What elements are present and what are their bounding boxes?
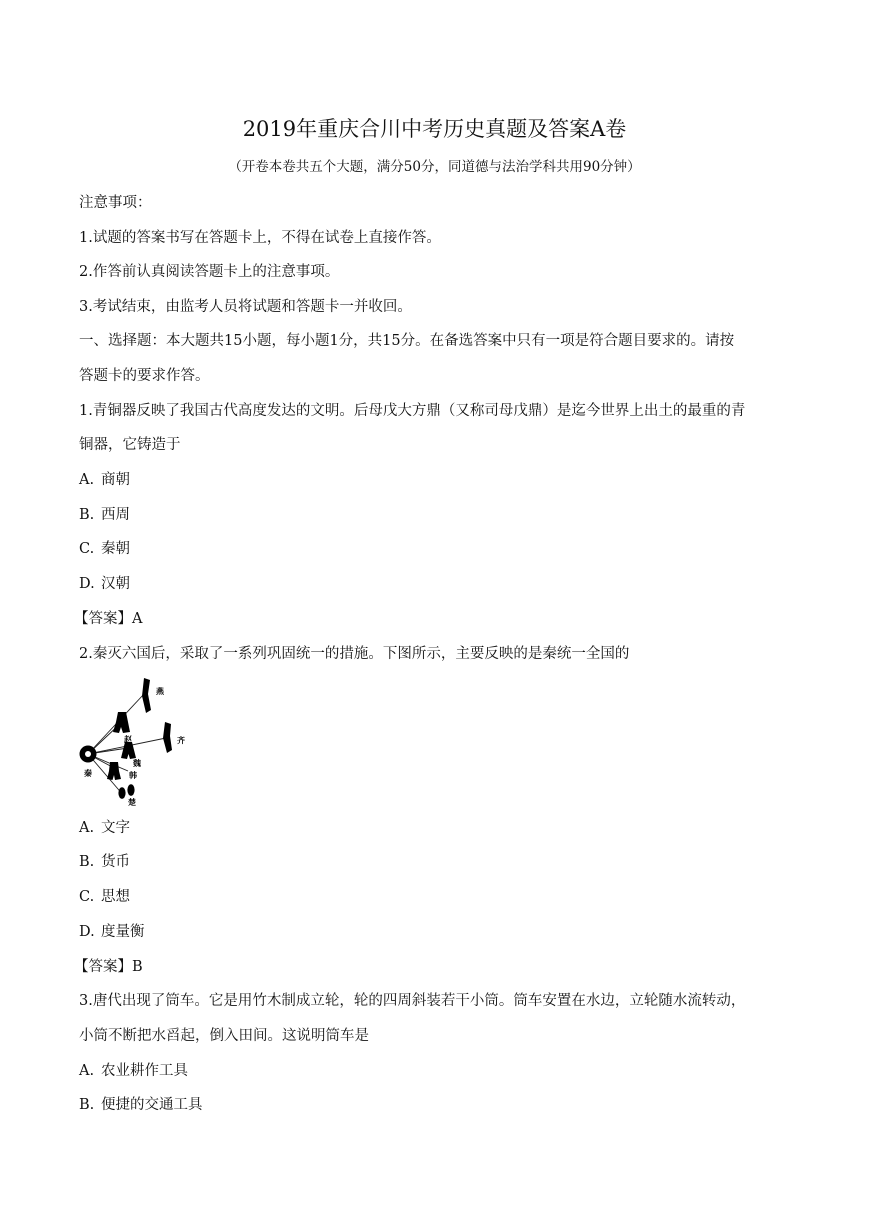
option-text: 秦朝 xyxy=(101,541,130,557)
option-letter: B. xyxy=(79,1097,95,1113)
yan-knife-coin xyxy=(142,678,151,713)
question-3-option-a xyxy=(79,1061,188,1081)
coin-hole xyxy=(85,751,91,757)
question-1-answer: 【答案】A xyxy=(74,611,143,627)
question-1-option-b xyxy=(79,505,130,525)
question-2-option-c xyxy=(79,887,130,907)
question-2-option-b xyxy=(79,852,130,872)
option-text: 便捷的交通工具 xyxy=(101,1097,203,1113)
option-letter: A. xyxy=(79,820,95,836)
question-1-option-a xyxy=(79,470,130,490)
section-heading-cont: 答题卡的要求作答。 xyxy=(79,368,210,384)
option-letter: B. xyxy=(79,507,95,523)
chu-ant-nose-coin xyxy=(118,787,125,799)
question-3-stem-cont: 小筒不断把水舀起，倒入田间。这说明筒车是 xyxy=(79,1028,369,1044)
option-letter: A. xyxy=(79,1063,95,1079)
option-letter: D. xyxy=(79,576,95,592)
option-text: 汉朝 xyxy=(101,576,130,592)
page-subtitle: （开卷本卷共五个大题，满分50分，同道德与法治学科共用90分钟） xyxy=(228,159,641,175)
coin-diagram xyxy=(74,672,194,812)
qi-knife-coin xyxy=(163,722,172,753)
notice-heading: 注意事项： xyxy=(79,195,152,211)
han-spade-coin xyxy=(107,762,121,780)
option-text: 文字 xyxy=(101,820,130,836)
label-chu: 楚 xyxy=(128,798,136,807)
question-2-answer: 【答案】B xyxy=(74,959,143,975)
question-1-option-c xyxy=(79,539,130,559)
label-wei: 魏 xyxy=(133,759,141,768)
option-text: 度量衡 xyxy=(101,924,145,940)
label-zhao: 赵 xyxy=(124,735,132,744)
option-text: 货币 xyxy=(101,854,130,870)
label-yan: 燕 xyxy=(156,687,164,696)
section-heading: 一、选择题：本大题共15小题，每小题1分，共15分。在备选答案中只有一项是符合题目要求的。请按 xyxy=(79,333,735,349)
question-3-option-b xyxy=(79,1095,203,1115)
option-text: 农业耕作工具 xyxy=(101,1063,188,1079)
question-1-stem-cont: 铜器，它铸造于 xyxy=(79,437,181,453)
option-text: 商朝 xyxy=(101,472,130,488)
page-title: 2019年重庆合川中考历史真题及答案A卷 xyxy=(242,117,627,141)
option-letter: D. xyxy=(79,924,95,940)
question-2-stem: 2.秦灭六国后，采取了一系列巩固统一的措施。下图所示，主要反映的是秦统一全国的 xyxy=(79,646,630,662)
option-text: 西周 xyxy=(101,507,130,523)
option-text: 思想 xyxy=(101,889,130,905)
zhao-spade-coin xyxy=(113,712,130,733)
question-3-stem: 3.唐代出现了筒车。它是用竹木制成立轮，轮的四周斜装若干小筒。筒车安置在水边，立轮随水流转动， xyxy=(79,993,746,1009)
question-2-option-a xyxy=(79,818,130,838)
option-letter: C. xyxy=(79,541,95,557)
question-1-option-d xyxy=(79,574,130,594)
chu-ant-nose-coin xyxy=(127,784,134,796)
option-letter: B. xyxy=(79,854,95,870)
coinage-unification-figure xyxy=(74,672,194,812)
label-qin: 秦 xyxy=(84,769,92,778)
notice-item: 3.考试结束，由监考人员将试题和答题卡一并收回。 xyxy=(79,299,412,315)
option-letter: C. xyxy=(79,889,95,905)
notice-item: 1.试题的答案书写在答题卡上，不得在试卷上直接作答。 xyxy=(79,230,441,246)
option-letter: A. xyxy=(79,472,95,488)
notice-item: 2.作答前认真阅读答题卡上的注意事项。 xyxy=(79,264,340,280)
label-qi: 齐 xyxy=(177,736,185,745)
question-2-option-d xyxy=(79,922,145,942)
label-han: 韩 xyxy=(129,771,137,780)
question-1-stem: 1.青铜器反映了我国古代高度发达的文明。后母戊大方鼎（又称司母戊鼎）是迄今世界上出土的最重的青 xyxy=(79,403,746,419)
